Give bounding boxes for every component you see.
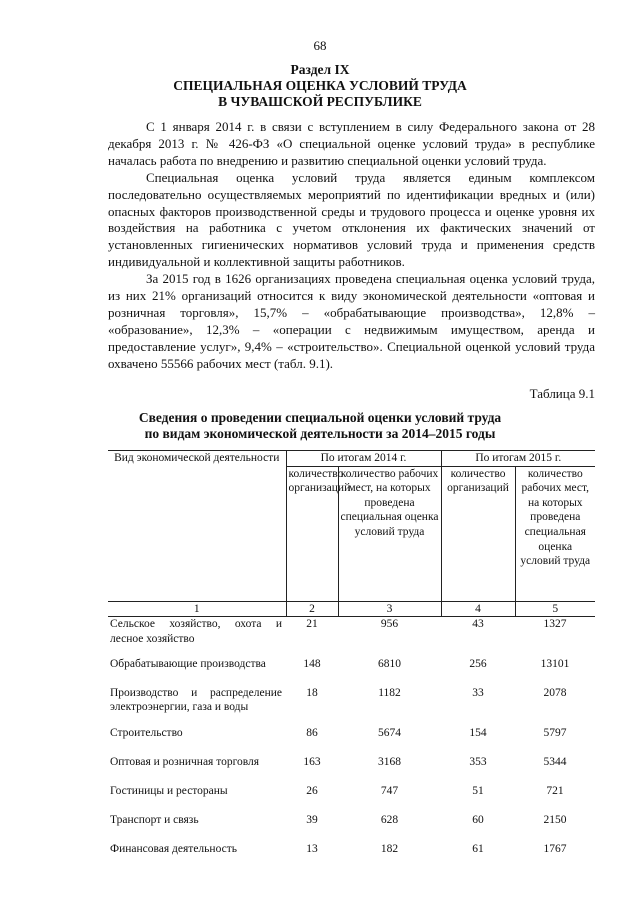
row-jobs-2014: 182 [380, 842, 399, 855]
row-jobs-2015: 721 [546, 784, 564, 797]
table-row [108, 617, 595, 657]
column-number-row [108, 601, 595, 617]
section-label: Раздел IX [290, 62, 350, 77]
header-2014-orgs: количество организаций [286, 466, 338, 601]
row-activity: Сельское хозяйство, охота и лесное хозяйство [110, 618, 282, 645]
row-orgs-2014: 26 [306, 784, 318, 797]
row-jobs-2014: 3168 [378, 755, 401, 768]
row-jobs-2014: 1182 [378, 686, 401, 699]
section-title-line2: В ЧУВАШСКОЙ РЕСПУБЛИКЕ [218, 94, 422, 109]
row-jobs-2015: 1767 [543, 842, 567, 855]
data-table [108, 450, 595, 871]
row-activity: Обрабатывающие производства [110, 657, 266, 670]
table-row [108, 842, 595, 871]
row-jobs-2015: 2150 [543, 813, 567, 826]
table-header-row [108, 451, 595, 467]
row-orgs-2014: 163 [303, 755, 321, 768]
row-activity: Производство и распределение электроэнергии, газа и воды [110, 686, 282, 714]
row-orgs-2015: 33 [472, 686, 484, 699]
row-activity: Транспорт и связь [110, 813, 199, 826]
row-orgs-2014: 21 [306, 618, 318, 631]
table-row [108, 726, 595, 755]
table-row [108, 813, 595, 842]
row-orgs-2015: 51 [472, 784, 484, 797]
row-activity: Финансовая деятельность [110, 842, 237, 855]
row-orgs-2014: 18 [306, 686, 318, 699]
row-activity: Гостиницы и рестораны [110, 784, 228, 797]
page-number: 68 [313, 38, 327, 53]
row-orgs-2014: 39 [306, 813, 318, 826]
row-activity: Строительство [110, 726, 183, 739]
row-activity: Оптовая и розничная торговля [110, 755, 260, 768]
paragraph: За 2015 год в 1626 организациях проведена специальная оценка условий труда, из них 21% организаций относится к виду экономической деятельности «оптовая и розничная торговля», 15,7% – «обрабатывающие производства», 12,8% – «образование», 12,3% – «операции с недвижимым имуществом, аренда и предоставление услуг», 9,4% – «строительство». Специальной оценкой условий труда охвачено 55566 рабочих мест (табл. 9.1). [108, 271, 595, 371]
table-title-line1: Сведения о проведении специальной оценки условий труда [138, 410, 502, 425]
row-orgs-2014: 86 [306, 726, 318, 739]
column-number: 4 [441, 601, 515, 617]
row-jobs-2015: 1327 [543, 618, 567, 631]
header-group-2014: По итогам 2014 г. [286, 451, 441, 467]
column-number: 5 [515, 601, 595, 617]
column-number: 2 [286, 601, 338, 617]
row-orgs-2014: 148 [303, 657, 321, 670]
table-title-line2: по видам экономической деятельности за 2014–2015 годы [144, 426, 496, 441]
column-number: 3 [338, 601, 441, 617]
table-number: Таблица 9.1 [529, 386, 595, 401]
header-2015-orgs: количество организаций [441, 466, 515, 601]
table-row [108, 657, 595, 686]
row-jobs-2015: 2078 [543, 686, 567, 699]
header-group-2015: По итогам 2015 г. [441, 451, 595, 467]
header-2014-jobs: количество рабочих мест, на которых проведена специальная оценка условий труда [338, 466, 441, 601]
row-orgs-2015: 353 [469, 755, 487, 768]
row-jobs-2014: 628 [380, 813, 399, 826]
row-orgs-2015: 60 [472, 813, 484, 826]
row-orgs-2015: 43 [472, 618, 484, 631]
row-orgs-2015: 61 [472, 842, 484, 855]
header-activity: Вид экономической деятельности [108, 451, 286, 602]
header-2015-jobs: количество рабочих мест, на которых проведена специальная оценка условий труда [515, 466, 595, 601]
paragraph: С 1 января 2014 г. в связи с вступлением в силу Федерального закона от 28 декабря 2013 г. № 426-ФЗ «О специальной оценке условий труда» в республике началась работа по внедрению и развитию специальной оценки условий труда. [108, 119, 595, 168]
table-row [108, 755, 595, 784]
row-jobs-2015: 5797 [543, 726, 567, 739]
row-jobs-2014: 5674 [378, 726, 401, 739]
row-orgs-2014: 13 [306, 842, 318, 855]
paragraph: Специальная оценка условий труда является единым комплексом последовательно осуществляемых мероприятий по идентификации вредных и (или) опасных факторов производственной среды и трудового процесса и оценке уровня их воздействия на работника с учетом отклонения их фактических значений от установленных гигиенических нормативов условий труда и применения средств индивидуальной и коллективной защиты работников. [108, 169, 595, 270]
row-jobs-2015: 5344 [543, 755, 567, 768]
column-number: 1 [108, 601, 286, 617]
row-jobs-2014: 6810 [378, 657, 401, 670]
row-jobs-2014: 956 [380, 618, 399, 631]
section-title-line1: СПЕЦИАЛЬНАЯ ОЦЕНКА УСЛОВИЙ ТРУДА [173, 78, 467, 93]
table-row [108, 686, 595, 726]
row-jobs-2014: 747 [380, 784, 399, 797]
body-text [108, 119, 595, 373]
row-jobs-2015: 13101 [540, 657, 570, 670]
table-row [108, 784, 595, 813]
row-orgs-2015: 256 [469, 657, 487, 670]
row-orgs-2015: 154 [469, 726, 487, 739]
